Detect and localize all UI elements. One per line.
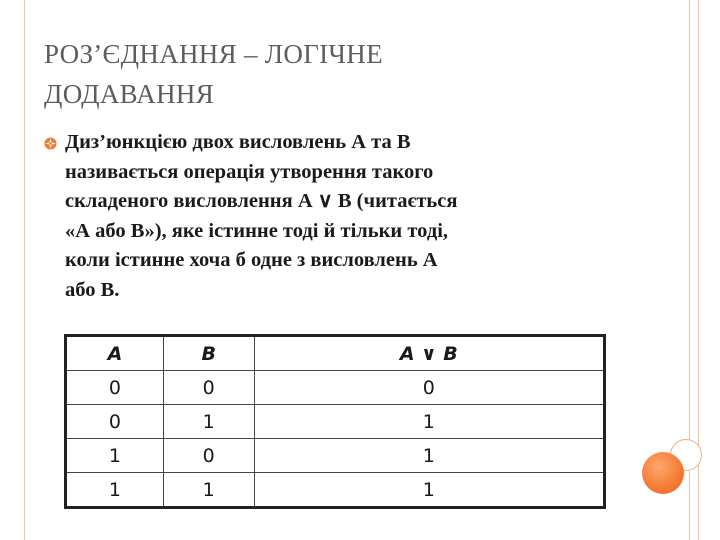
table-row xyxy=(66,405,605,439)
table-cell: 0 xyxy=(163,371,254,405)
paragraph-line: або В. xyxy=(65,278,120,301)
table-cell: 0 xyxy=(163,439,254,473)
table-header-row xyxy=(66,336,605,371)
table-cell: 1 xyxy=(254,405,604,439)
paragraph-line: «А або В»), яке істинне тоді й тільки тоді, xyxy=(65,219,449,242)
column-header-a: A xyxy=(66,336,164,371)
table-row xyxy=(66,371,605,405)
table-row xyxy=(66,439,605,473)
paragraph-line: Диз’юнкцією двох висловлень А та В xyxy=(65,131,411,153)
column-header-b: B xyxy=(163,336,254,371)
definition-paragraph xyxy=(65,128,625,305)
table-cell: 0 xyxy=(66,371,164,405)
table-cell: 1 xyxy=(163,473,254,508)
table-cell: 1 xyxy=(66,473,164,508)
slide-title xyxy=(44,34,604,114)
column-header-a-or-b: A ∨ B xyxy=(254,336,604,371)
table-cell: 1 xyxy=(254,473,604,508)
table-cell: 1 xyxy=(254,439,604,473)
orange-compass-star-icon xyxy=(44,137,57,150)
table-cell: 0 xyxy=(66,405,164,439)
paragraph-line: коли істинне хоча б одне з висловлень А xyxy=(65,249,438,271)
table-cell: 0 xyxy=(254,371,604,405)
table-cell: 1 xyxy=(66,439,164,473)
title-line-2: ДОДАВАННЯ xyxy=(44,79,214,109)
truth-table xyxy=(64,334,606,509)
decorative-orange-circle xyxy=(642,452,684,494)
left-frame-line xyxy=(24,0,25,540)
paragraph-line: складеного висловлення А ∨ В (читається xyxy=(65,190,458,212)
table-cell: 1 xyxy=(163,405,254,439)
title-line-1: РОЗ’ЄДНАННЯ – ЛОГІЧНЕ xyxy=(44,39,383,69)
paragraph-line: називається операція утворення такого xyxy=(65,160,434,183)
table-row xyxy=(66,473,605,508)
